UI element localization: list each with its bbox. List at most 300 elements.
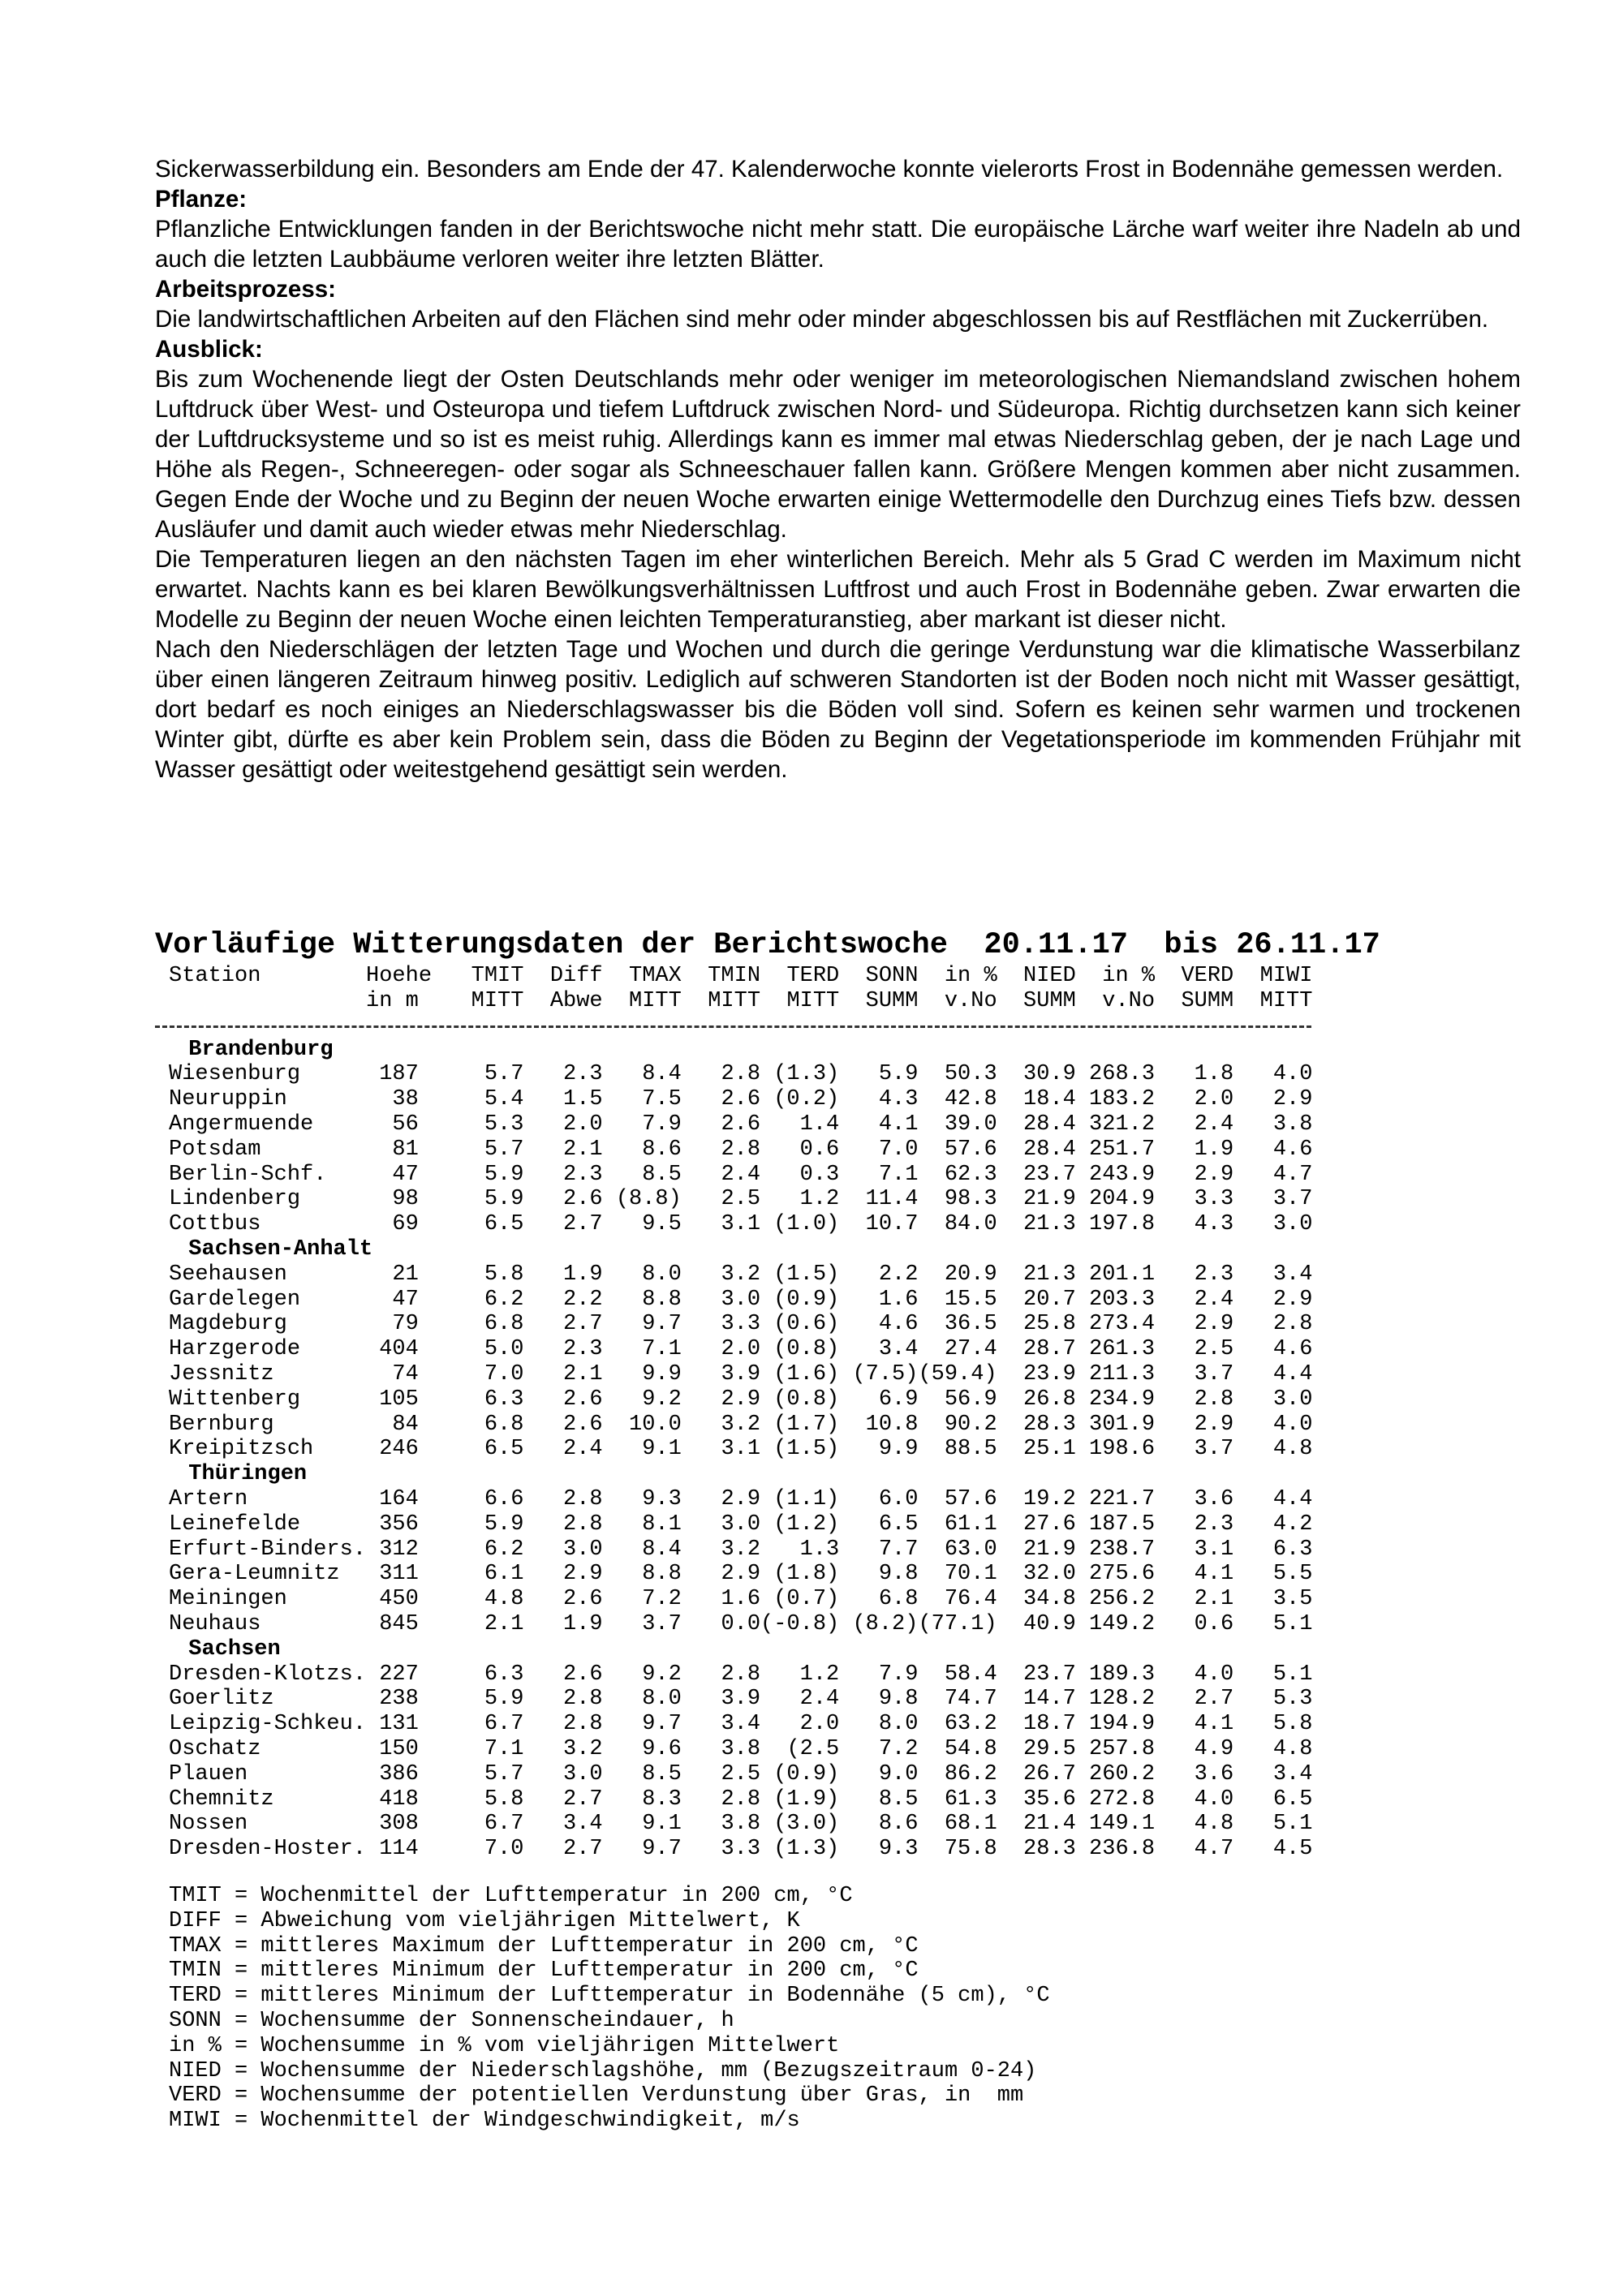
- table-cell: 61.3: [944, 1786, 997, 1812]
- dashed-divider: [155, 1025, 1311, 1028]
- table-cell: 8.0: [642, 1262, 682, 1287]
- table-cell: 4.0: [1272, 1062, 1313, 1087]
- region-heading: Sachsen: [188, 1636, 281, 1662]
- table-cell: 84: [392, 1412, 419, 1437]
- table-cell: 6.7: [484, 1812, 524, 1837]
- station-name: Leinefelde: [169, 1511, 301, 1537]
- table-cell: 1.6: [878, 1287, 919, 1312]
- table-row: [169, 1362, 1380, 1387]
- station-name: Lindenberg: [169, 1187, 301, 1212]
- table-cell: 2.1: [484, 1611, 524, 1636]
- table-cell: 1.9: [563, 1262, 603, 1287]
- table-cell: 8.0: [642, 1687, 682, 1712]
- table-cell: 2.3: [563, 1162, 603, 1187]
- table-cell: 10.7: [865, 1212, 919, 1237]
- table-cell: 3.7: [1272, 1187, 1313, 1212]
- table-cell: 4.5: [1272, 1837, 1313, 1862]
- table-cell: 3.3: [721, 1837, 761, 1862]
- table-cell: 4.4: [1272, 1486, 1313, 1511]
- table-cell: 4.0: [1194, 1786, 1234, 1812]
- table-cell: 2.6: [563, 1662, 603, 1687]
- table-row: [169, 1112, 1380, 1137]
- table-cell: 4.7: [1194, 1837, 1234, 1862]
- table-cell: 26.8: [1023, 1387, 1076, 1412]
- table-cell: 84.0: [944, 1212, 997, 1237]
- table-cell: 6.5: [484, 1437, 524, 1462]
- table-cell: 9.2: [642, 1387, 682, 1412]
- table-cell: 6.3: [1272, 1537, 1313, 1562]
- table-cell: 114: [379, 1837, 419, 1862]
- table-cell: v.No: [944, 988, 997, 1013]
- report-text: [155, 154, 1521, 785]
- table-cell: 2.6: [563, 1387, 603, 1412]
- table-cell: 6.5: [878, 1511, 919, 1537]
- table-cell: 3.4: [563, 1812, 603, 1837]
- paragraph: Bis zum Wochenende liegt der Osten Deutschlands mehr oder weniger im meteorologischen Niemandsland zwischen hohem Luftdruck über West- und Osteuropa und tiefem Luftdruck zwischen Nord- und Südeuropa. Richtig durchsetzen kann sich keiner der Luftdrucksysteme und so ist es meist ruhig. Allerdings kann es immer mal etwas Niederschlag geben, der je nach Lage und Höhe als Regen-, Schneeregen- oder sogar als Schneeschauer fallen kann. Größere Mengen kommen aber nicht zusammen. Gegen Ende der Woche und zu Beginn der neuen Woche erwarten einige Wettermodelle den Durchzug eines Tiefs bzw. dessen Ausläufer und damit auch wieder etwas mehr Niederschlag.: [155, 366, 1521, 543]
- table-cell: VERD: [1181, 964, 1234, 988]
- table-cell: 183.2: [1089, 1087, 1156, 1112]
- table-row: [169, 1137, 1380, 1163]
- table-cell: 9.8: [878, 1562, 919, 1587]
- legend-line: in % = Wochensumme in % vom vieljährigen Mittelwert: [169, 2033, 840, 2058]
- table-cell: 2.0: [799, 1712, 840, 1737]
- table-row: [169, 1437, 1380, 1462]
- table-cell: 3.1: [721, 1437, 761, 1462]
- table-cell: 25.8: [1023, 1312, 1076, 1337]
- station-name: [169, 989, 366, 1014]
- table-cell: 275.6: [1089, 1562, 1156, 1587]
- table-cell: 8.4: [642, 1537, 682, 1562]
- table-row: [169, 1562, 1380, 1587]
- table-cell: 404: [379, 1337, 419, 1362]
- table-cell: MIWI: [1259, 964, 1313, 988]
- table-row: [169, 1837, 1380, 1862]
- station-name: Bernburg: [169, 1412, 274, 1437]
- table-cell: 56: [392, 1111, 419, 1137]
- station-name: Neuhaus: [169, 1611, 261, 1636]
- legend-line: VERD = Wochensumme der potentiellen Verdunstung über Gras, in mm: [169, 2083, 1024, 2109]
- table-cell: 251.7: [1089, 1137, 1156, 1162]
- table-cell: (8.2): [852, 1611, 919, 1636]
- table-cell: 3.6: [1194, 1486, 1234, 1511]
- table-cell: 9.8: [878, 1687, 919, 1712]
- table-cell: 4.8: [1272, 1736, 1313, 1761]
- table-cell: 2.8: [721, 1137, 761, 1162]
- table-cell: 3.5: [1272, 1587, 1313, 1612]
- region-heading: Sachsen-Anhalt: [188, 1236, 373, 1262]
- table-cell: 5.1: [1272, 1812, 1313, 1837]
- table-cell: 3.8: [1272, 1111, 1313, 1137]
- table-cell: 47: [392, 1287, 419, 1312]
- table-cell: 1.6: [721, 1587, 761, 1612]
- table-cell: 450: [379, 1587, 419, 1612]
- station-name: Gera-Leumnitz: [169, 1562, 340, 1587]
- table-cell: (1.3): [773, 1837, 840, 1862]
- table-cell: 0.0: [721, 1611, 761, 1636]
- table-cell: 2.0: [721, 1337, 761, 1362]
- table-cell: 5.7: [484, 1761, 524, 1786]
- station-name: Chemnitz: [169, 1786, 274, 1812]
- table-cell: 8.5: [642, 1162, 682, 1187]
- table-cell: 5.9: [484, 1162, 524, 1187]
- station-name: Magdeburg: [169, 1312, 287, 1337]
- table-cell: 2.9: [721, 1387, 761, 1412]
- table-cell: (8.8): [615, 1187, 682, 1212]
- table-cell: 8.4: [642, 1062, 682, 1087]
- table-cell: 311: [379, 1562, 419, 1587]
- table-cell: 8.5: [642, 1761, 682, 1786]
- table-cell: 301.9: [1089, 1412, 1156, 1437]
- table-cell: 3.3: [721, 1312, 761, 1337]
- table-cell: 2.3: [1194, 1262, 1234, 1287]
- legend-line: TMIT = Wochenmittel der Lufttemperatur in 200 cm, °C: [169, 1884, 853, 1908]
- legend-line: MIWI = Wochenmittel der Windgeschwindigkeit, m/s: [169, 2109, 800, 2134]
- table-cell: 2.2: [563, 1287, 603, 1312]
- station-name: Meiningen: [169, 1587, 287, 1612]
- table-cell: 15.5: [944, 1287, 997, 1312]
- table-cell: 50.3: [944, 1062, 997, 1087]
- table-cell: 3.0: [1272, 1212, 1313, 1237]
- table-cell: 2.3: [1194, 1511, 1234, 1537]
- table-cell: 201.1: [1089, 1262, 1156, 1287]
- table-cell: 3.6: [1194, 1761, 1234, 1786]
- table-cell: 2.1: [563, 1361, 603, 1387]
- legend-line: SONN = Wochensumme der Sonnenscheindauer, h: [169, 2008, 734, 2033]
- table-header-row: [169, 989, 1380, 1014]
- table-cell: 2.6: [721, 1111, 761, 1137]
- table-cell: 5.9: [878, 1062, 919, 1087]
- station-name: Station: [169, 964, 261, 988]
- station-name: Goerlitz: [169, 1687, 274, 1712]
- station-name: Seehausen: [169, 1262, 287, 1287]
- table-cell: 1.9: [1194, 1137, 1234, 1162]
- table-cell: 5.3: [484, 1111, 524, 1137]
- table-cell: 8.8: [642, 1562, 682, 1587]
- table-cell: 227: [379, 1662, 419, 1687]
- table-row: [169, 1512, 1380, 1537]
- table-cell: 243.9: [1089, 1162, 1156, 1187]
- table-cell: (0.8): [773, 1387, 840, 1412]
- table-cell: 75.8: [944, 1837, 997, 1862]
- table-cell: 4.7: [1272, 1162, 1313, 1187]
- table-cell: 2.9: [721, 1562, 761, 1587]
- table-cell: 2.6: [563, 1587, 603, 1612]
- paragraph: Nach den Niederschlägen der letzten Tage und Wochen und durch die geringe Verdunstung war die klimatische Wasserbilanz über einen längeren Zeitraum hinweg positiv. Lediglich auf schweren Standorten ist der Boden noch nicht mit Wasser gesättigt, dort bedarf es noch einiges an Niederschlagswasser bis die Böden voll sind. Sofern es keinen sehr warmen und trockenen Winter gibt, dürfte es aber kein Problem sein, dass die Böden zu Beginn der Vegetationsperiode im kommenden Frühjahr mit Wasser gesättigt oder weitestgehend gesättigt sein werden.: [155, 636, 1521, 783]
- table-cell: 149.2: [1089, 1611, 1156, 1636]
- table-cell: 9.5: [642, 1212, 682, 1237]
- table-cell: (2.5: [786, 1736, 840, 1761]
- table-cell: 6.6: [484, 1486, 524, 1511]
- table-cell: 4.8: [484, 1587, 524, 1612]
- table-cell: TERD: [786, 964, 840, 988]
- table-cell: 47: [392, 1162, 419, 1187]
- table-cell: 2.4: [721, 1162, 761, 1187]
- station-name: Leipzig-Schkeu.: [169, 1712, 367, 1737]
- table-cell: (1.5): [773, 1262, 840, 1287]
- table-cell: 3.2: [721, 1262, 761, 1287]
- table-cell: Diff: [549, 964, 603, 988]
- table-cell: 131: [379, 1712, 419, 1737]
- table-cell: MITT: [471, 988, 524, 1013]
- table-cell: (1.1): [773, 1486, 840, 1511]
- table-cell: 5.4: [484, 1087, 524, 1112]
- table-cell: 9.7: [642, 1837, 682, 1862]
- legend-line: DIFF = Abweichung vom vieljährigen Mittelwert, K: [169, 1908, 800, 1933]
- table-cell: 86.2: [944, 1761, 997, 1786]
- table-cell: 256.2: [1089, 1587, 1156, 1612]
- table-cell: 9.3: [878, 1837, 919, 1862]
- paragraph: Sickerwasserbildung ein. Besonders am Ende der 47. Kalenderwoche konnte vielerorts Frost in Bodennähe gemessen werden.: [155, 156, 1504, 183]
- table-cell: 2.3: [563, 1337, 603, 1362]
- table-cell: 1.2: [799, 1187, 840, 1212]
- table-cell: 3.4: [878, 1337, 919, 1362]
- table-cell: 28.4: [1023, 1111, 1076, 1137]
- table-cell: 5.8: [1272, 1712, 1313, 1737]
- table-cell: 7.0: [484, 1361, 524, 1387]
- table-cell: 3.9: [721, 1361, 761, 1387]
- table-cell: 3.0: [721, 1287, 761, 1312]
- table-row: [169, 1087, 1380, 1112]
- table-cell: (0.8): [773, 1337, 840, 1362]
- table-cell: 211.3: [1089, 1361, 1156, 1387]
- table-row: [169, 1537, 1380, 1563]
- table-cell: 2.8: [563, 1486, 603, 1511]
- table-cell: 9.7: [642, 1312, 682, 1337]
- station-name: Wittenberg: [169, 1387, 301, 1412]
- table-cell: 6.5: [484, 1212, 524, 1237]
- table-cell: 3.0: [563, 1761, 603, 1786]
- table-cell: 9.0: [878, 1761, 919, 1786]
- table-cell: 5.7: [484, 1062, 524, 1087]
- station-name: Gardelegen: [169, 1287, 301, 1312]
- table-cell: 30.9: [1023, 1062, 1076, 1087]
- table-cell: 54.8: [944, 1736, 997, 1761]
- table-row: [169, 1712, 1380, 1737]
- table-row: [169, 1163, 1380, 1188]
- table-cell: (77.1): [918, 1611, 997, 1636]
- paragraph: Die landwirtschaftlichen Arbeiten auf den Flächen sind mehr oder minder abgeschlossen bis auf Restflächen mit Zuckerrüben.: [155, 306, 1489, 333]
- table-cell: 2.1: [563, 1137, 603, 1162]
- table-cell: 3.7: [1194, 1361, 1234, 1387]
- table-cell: 418: [379, 1786, 419, 1812]
- table-cell: 9.1: [642, 1812, 682, 1837]
- table-cell: 9.9: [878, 1437, 919, 1462]
- table-cell: 1.9: [563, 1611, 603, 1636]
- table-cell: 2.8: [1194, 1387, 1234, 1412]
- table-cell: 2.8: [1272, 1312, 1313, 1337]
- table-cell: (1.8): [773, 1562, 840, 1587]
- table-cell: 3.1: [1194, 1537, 1234, 1562]
- table-cell: 8.6: [878, 1812, 919, 1837]
- table-cell: 3.3: [1194, 1187, 1234, 1212]
- table-cell: (1.5): [773, 1437, 840, 1462]
- table-cell: 2.0: [563, 1111, 603, 1137]
- table-cell: 386: [379, 1761, 419, 1786]
- table-cell: 308: [379, 1812, 419, 1837]
- table-cell: 62.3: [944, 1162, 997, 1187]
- table-cell: 70.1: [944, 1562, 997, 1587]
- table-cell: 88.5: [944, 1437, 997, 1462]
- table-cell: 3.2: [563, 1736, 603, 1761]
- table-cell: 23.9: [1023, 1361, 1076, 1387]
- table-cell: 98.3: [944, 1187, 997, 1212]
- table-cell: 8.6: [642, 1137, 682, 1162]
- table-cell: (1.6): [773, 1361, 840, 1387]
- table-cell: 5.1: [1272, 1611, 1313, 1636]
- table-cell: 35.6: [1023, 1786, 1076, 1812]
- table-cell: 28.4: [1023, 1137, 1076, 1162]
- table-title: Vorläufige Witterungsdaten der Berichtswoche 20.11.17 bis 26.11.17: [155, 928, 1380, 962]
- table-cell: 5.7: [484, 1137, 524, 1162]
- table-cell: 7.9: [878, 1662, 919, 1687]
- table-row: [169, 1062, 1380, 1087]
- table-cell: 2.7: [1194, 1687, 1234, 1712]
- legend-line: NIED = Wochensumme der Niederschlagshöhe, mm (Bezugszeitraum 0-24): [169, 2058, 1037, 2083]
- station-name: Erfurt-Binders.: [169, 1537, 367, 1562]
- table-cell: 2.6: [721, 1087, 761, 1112]
- table-cell: 6.5: [1272, 1786, 1313, 1812]
- table-cell: 26.7: [1023, 1761, 1076, 1786]
- table-cell: 2.4: [799, 1687, 840, 1712]
- table-cell: 3.2: [721, 1537, 761, 1562]
- table-cell: 2.4: [563, 1437, 603, 1462]
- table-cell: 57.6: [944, 1137, 997, 1162]
- table-cell: 21.9: [1023, 1537, 1076, 1562]
- table-cell: 0.3: [799, 1162, 840, 1187]
- region-heading: Thüringen: [188, 1462, 308, 1487]
- table-cell: 81: [392, 1137, 419, 1162]
- table-cell: TMIN: [708, 964, 761, 988]
- table-cell: 6.3: [484, 1387, 524, 1412]
- table-cell: 7.2: [878, 1736, 919, 1761]
- station-name: Harzgerode: [169, 1337, 301, 1362]
- station-name: Potsdam: [169, 1137, 261, 1162]
- table-cell: 11.4: [865, 1187, 919, 1212]
- station-name: Kreipitzsch: [169, 1437, 314, 1462]
- table-cell: 4.6: [1272, 1337, 1313, 1362]
- region-heading: Brandenburg: [188, 1037, 334, 1062]
- paragraph: Pflanzliche Entwicklungen fanden in der Berichtswoche nicht mehr statt. Die europäische Lärche warf weiter ihre Nadeln ab und auch die letzten Laubbäume verloren weiter ihre letzten Blätter.: [155, 216, 1521, 273]
- table-cell: 221.7: [1089, 1486, 1156, 1511]
- table-cell: (0.9): [773, 1761, 840, 1786]
- table-cell: 9.9: [642, 1361, 682, 1387]
- table-cell: 9.6: [642, 1736, 682, 1761]
- legend-line: TMIN = mittleres Minimum der Lufttemperatur in 200 cm, °C: [169, 1958, 919, 1984]
- table-cell: (7.5): [852, 1361, 919, 1387]
- table-cell: 4.8: [1272, 1437, 1313, 1462]
- table-cell: 3.8: [721, 1812, 761, 1837]
- table-cell: Hoehe: [366, 964, 433, 988]
- table-cell: 20.7: [1023, 1287, 1076, 1312]
- table-header-row: [169, 964, 1380, 989]
- legend-line: TERD = mittleres Minimum der Lufttemperatur in Bodennähe (5 cm), °C: [169, 1984, 1050, 2009]
- section-heading: Arbeitsprozess:: [155, 276, 336, 303]
- table-cell: 10.8: [865, 1412, 919, 1437]
- table-cell: 6.8: [484, 1312, 524, 1337]
- table-row: [169, 1587, 1380, 1612]
- table-cell: 23.7: [1023, 1162, 1076, 1187]
- table-cell: 7.9: [642, 1111, 682, 1137]
- table-row: [169, 1337, 1380, 1362]
- station-name: Oschatz: [169, 1736, 261, 1761]
- table-cell: 198.6: [1089, 1437, 1156, 1462]
- table-cell: 2.4: [1194, 1287, 1234, 1312]
- table-cell: 187: [379, 1062, 419, 1087]
- table-cell: 21: [392, 1262, 419, 1287]
- table-cell: 5.8: [484, 1262, 524, 1287]
- table-row: [169, 1288, 1380, 1313]
- table-cell: 0.6: [799, 1137, 840, 1162]
- table-cell: 57.6: [944, 1486, 997, 1511]
- table-cell: 2.7: [563, 1786, 603, 1812]
- table-row: [169, 1737, 1380, 1762]
- table-cell: 261.3: [1089, 1337, 1156, 1362]
- station-name: Berlin-Schf.: [169, 1162, 327, 1187]
- table-cell: 2.8: [721, 1062, 761, 1087]
- table-cell: 21.4: [1023, 1812, 1076, 1837]
- table-cell: 204.9: [1089, 1187, 1156, 1212]
- table-cell: SONN: [865, 964, 919, 988]
- table-cell: 4.1: [1194, 1562, 1234, 1587]
- table-cell: 5.9: [484, 1687, 524, 1712]
- table-cell: 1.3: [799, 1537, 840, 1562]
- table-row: [169, 1662, 1380, 1688]
- table-row: [169, 1312, 1380, 1337]
- table-cell: 238.7: [1089, 1537, 1156, 1562]
- table-cell: SUMM: [1023, 988, 1076, 1013]
- table-cell: 3.0: [721, 1511, 761, 1537]
- table-cell: 34.8: [1023, 1587, 1076, 1612]
- table-cell: 1.4: [799, 1111, 840, 1137]
- table-row: [169, 1212, 1380, 1237]
- table-cell: MITT: [629, 988, 682, 1013]
- table-cell: 2.9: [1194, 1412, 1234, 1437]
- table-cell: 61.1: [944, 1511, 997, 1537]
- station-name: Plauen: [169, 1761, 248, 1786]
- table-cell: 260.2: [1089, 1761, 1156, 1786]
- table-cell: 3.7: [642, 1611, 682, 1636]
- legend-line: TMAX = mittleres Maximum der Lufttemperatur in 200 cm, °C: [169, 1933, 919, 1958]
- table-cell: 2.0: [1194, 1087, 1234, 1112]
- table-cell: 321.2: [1089, 1111, 1156, 1137]
- abbreviation-legend: [169, 1884, 1050, 2134]
- table-cell: 105: [379, 1387, 419, 1412]
- table-cell: TMIT: [471, 964, 524, 988]
- table-cell: 2.8: [721, 1786, 761, 1812]
- table-cell: 2.8: [721, 1662, 761, 1687]
- table-cell: 19.2: [1023, 1486, 1076, 1511]
- table-cell: 74: [392, 1361, 419, 1387]
- table-cell: (0.2): [773, 1087, 840, 1112]
- table-cell: 3.4: [1272, 1262, 1313, 1287]
- table-cell: 128.2: [1089, 1687, 1156, 1712]
- station-name: Neuruppin: [169, 1087, 287, 1112]
- table-cell: 27.6: [1023, 1511, 1076, 1537]
- table-cell: 189.3: [1089, 1662, 1156, 1687]
- table-cell: 3.8: [721, 1736, 761, 1761]
- table-row: [169, 1787, 1380, 1812]
- table-cell: 2.5: [721, 1761, 761, 1786]
- table-cell: (0.9): [773, 1287, 840, 1312]
- table-cell: 25.1: [1023, 1437, 1076, 1462]
- table-cell: 4.8: [1194, 1812, 1234, 1837]
- table-cell: 6.2: [484, 1537, 524, 1562]
- section-heading: Ausblick:: [155, 336, 263, 363]
- table-cell: 14.7: [1023, 1687, 1076, 1712]
- table-cell: (59.4): [918, 1361, 997, 1387]
- table-cell: 69: [392, 1212, 419, 1237]
- table-cell: 238: [379, 1687, 419, 1712]
